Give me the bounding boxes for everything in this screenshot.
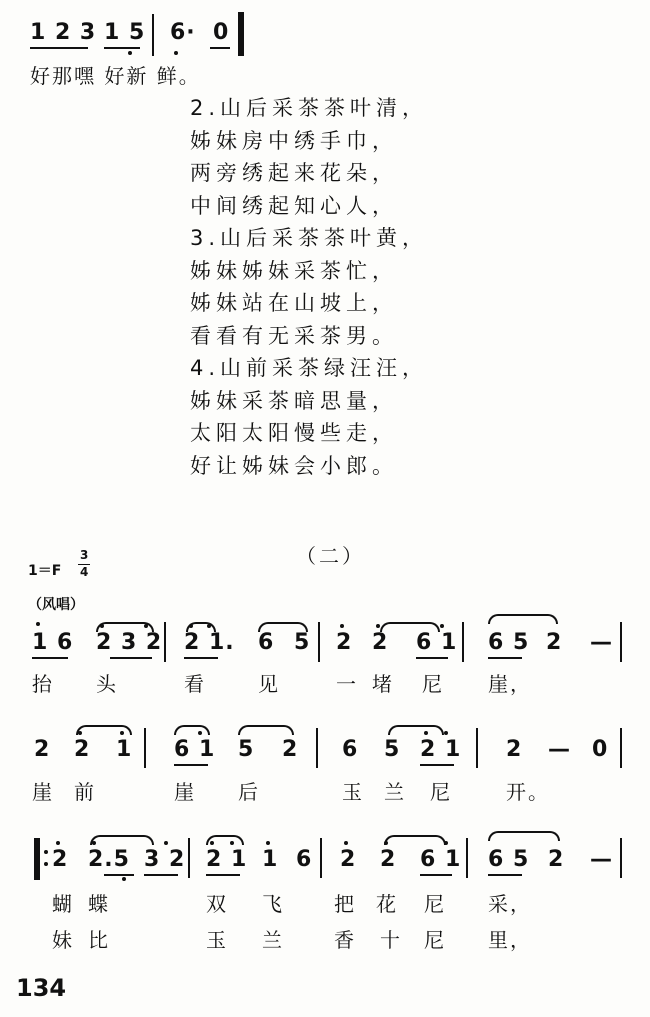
lyric: 堵 [372, 672, 394, 696]
lyrics-line: 好那嘿 好新 鲜。 [30, 64, 201, 88]
lyric: 蝴 [52, 892, 74, 916]
lyric: 把 [334, 892, 356, 916]
note: 2 [548, 847, 565, 872]
note: 2 [52, 847, 69, 872]
lyric: 玉 [342, 780, 364, 804]
key-signature: 1＝F [28, 563, 62, 579]
lyric: 见 [258, 672, 280, 696]
lyric: 尼 [430, 780, 452, 804]
lyric: 看 [184, 672, 206, 696]
note-dash: — [590, 630, 613, 655]
lyric: 尼 [422, 672, 444, 696]
note-group: 2 1 [420, 737, 462, 762]
verse-block [190, 92, 428, 482]
note-group: 6 1 [416, 630, 458, 655]
note-rest: 0 [213, 20, 230, 45]
lyric: 崖 [32, 780, 54, 804]
note-group: 6 5 [488, 630, 530, 655]
verse-line: 姊妹姊妹采茶忙， [190, 258, 398, 283]
verse-line: 姊妹采茶暗思量， [190, 388, 398, 413]
verse-line: 4.山前采茶绿汪汪， [190, 356, 429, 380]
note: 2 [340, 847, 357, 872]
note-group: 2.5 [88, 847, 130, 872]
repeat-start-barline [34, 838, 40, 880]
note: 2 [380, 847, 397, 872]
lyric: 尼 [424, 892, 446, 916]
performance-mark: （风唱） [28, 597, 84, 613]
lyric: 兰 [262, 928, 284, 952]
note-rest: 0 [592, 737, 609, 762]
note: 2 [372, 630, 389, 655]
verse-line: 好让姊妹会小郎。 [190, 453, 398, 478]
lyric: 里， [488, 928, 532, 952]
lyric: 兰 [384, 780, 406, 804]
lyric: 抬 [32, 672, 54, 696]
lyric: 十 [380, 928, 402, 952]
note-group: 6 1 [420, 847, 462, 872]
verse-line: 3.山后采茶茶叶黄， [190, 226, 429, 250]
lyric: 开。 [506, 780, 550, 804]
lyric: 香 [334, 928, 356, 952]
note-group: 1 2 3 [30, 20, 97, 45]
lyric: 双 [206, 892, 228, 916]
time-numerator: 3 [80, 548, 89, 562]
note-group: 2 1 [206, 847, 248, 872]
note: 6 [342, 737, 359, 762]
lyric: 妹 [52, 928, 74, 952]
note: 2 [506, 737, 523, 762]
note-group: 6 1 [174, 737, 216, 762]
note-group: 1 5 [104, 20, 146, 45]
note: 1 [116, 737, 133, 762]
note-dash: — [590, 847, 613, 872]
note: 5 [238, 737, 255, 762]
verse-line: 中间绣起知心人， [190, 193, 398, 218]
verse-line: 太阳太阳慢些走， [190, 421, 398, 445]
lyric: 玉 [206, 928, 228, 952]
note: 5 [294, 630, 311, 655]
lyric: 前 [74, 780, 96, 804]
lyric: 飞 [262, 892, 284, 916]
note: 5 [384, 737, 401, 762]
verse-line: 看看有无采茶男。 [190, 323, 398, 348]
time-denominator: 4 [80, 565, 89, 579]
note: 1 [262, 847, 279, 872]
note-dash: — [548, 737, 571, 762]
lyric: 采， [488, 892, 532, 916]
lyric: 尼 [424, 928, 446, 952]
note-group: 6· [170, 20, 196, 45]
note: 6 [258, 630, 275, 655]
lyric: 头 [96, 672, 118, 696]
note-group: 2 3 2 [96, 630, 163, 655]
note: 2 [282, 737, 299, 762]
lyric: 花 [376, 892, 398, 916]
verse-line: 2.山后采茶茶叶清， [190, 96, 429, 120]
note: 6 [296, 847, 313, 872]
note: 2 [74, 737, 91, 762]
lyric: 比 [88, 928, 110, 952]
lyric: 一 [336, 672, 358, 696]
note: 2 [336, 630, 353, 655]
note-group: 6 5 [488, 847, 530, 872]
verse-line: 姊妹站在山坡上， [190, 291, 398, 315]
note-group: 3 2 [144, 847, 186, 872]
page-number: 134 [16, 974, 67, 1002]
note-group: 1 6 [32, 630, 74, 655]
section-title: （二） [296, 544, 365, 568]
note-group: 2 1. [184, 630, 235, 655]
lyric: 崖 [174, 780, 196, 804]
note: 2 [34, 737, 51, 762]
verse-line: 两旁绣起来花朵， [190, 161, 398, 185]
lyric: 崖， [488, 672, 532, 696]
note: 2 [546, 630, 563, 655]
lyric: 蝶 [88, 892, 110, 916]
verse-line: 姊妹房中绣手巾， [190, 128, 398, 153]
lyric: 后 [238, 780, 260, 804]
